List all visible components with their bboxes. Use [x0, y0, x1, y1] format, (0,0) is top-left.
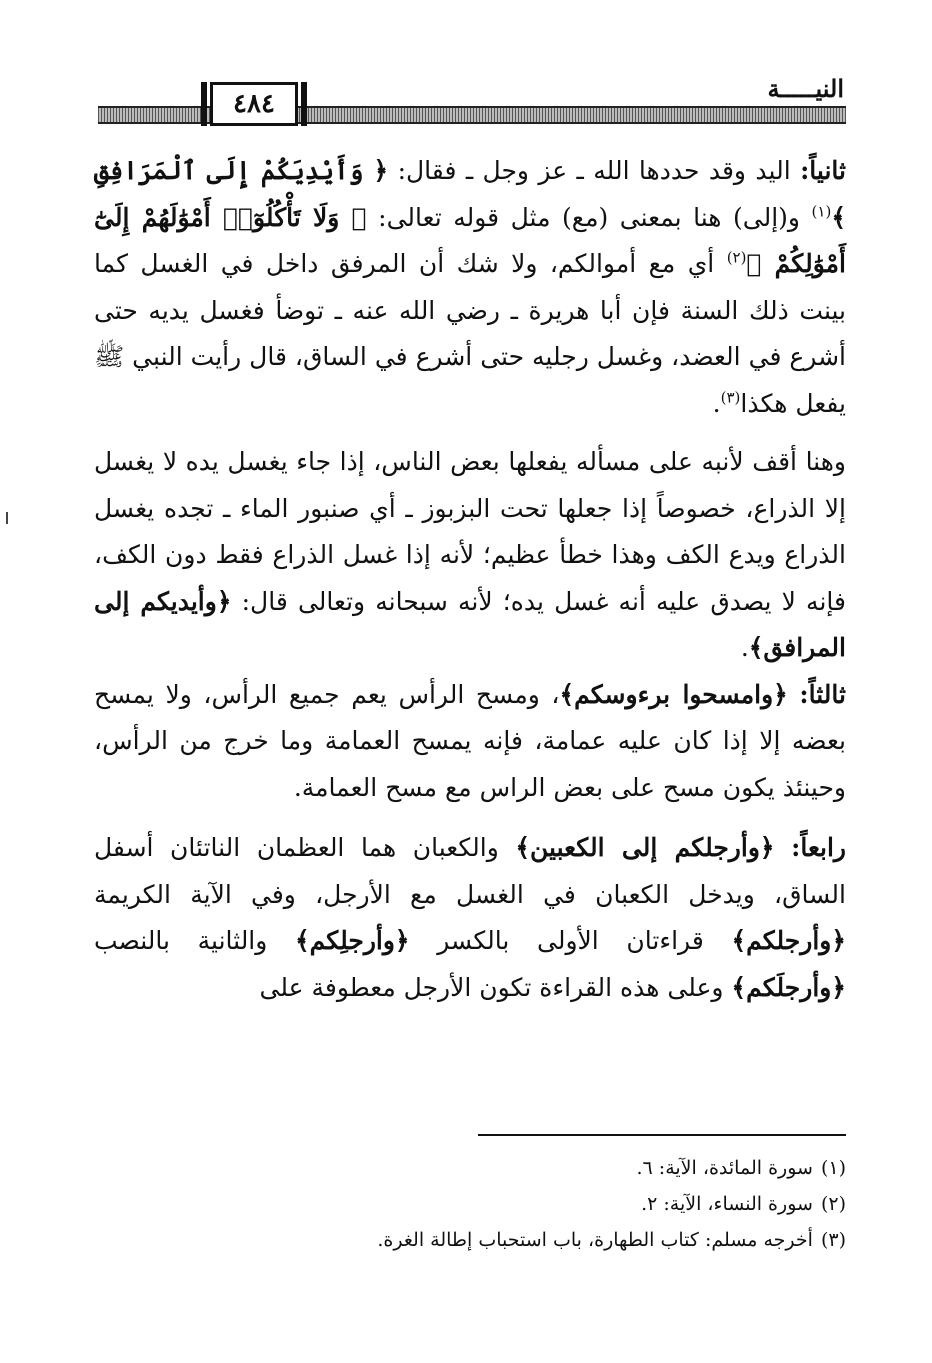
text-run: والكعبان هما العظمان الناتئان أسفل الساق، ويدخل الكعبان في الغسل مع الأرجل، وفي الآية الكريمة [94, 833, 846, 909]
text-run: ، ومسح الرأس يعم جميع الرأس، ولا يمسح بعضه إلا إذا كان عليه عمامة، فإنه يمسح العمامة وما خرج من الرأس، وحينئذ يكون مسح على بعض الراس مع مسح العمامة. [94, 679, 846, 802]
quran-quote: ﴿وامسحوا برءوسكم﴾ [559, 679, 788, 709]
footnote-reference: (٢) [726, 248, 747, 267]
paragraph [94, 439, 846, 672]
text-run: . [712, 388, 721, 418]
quran-quote: ﴿ وَأَيْدِيَكُمْ إِلَى ٱلْمَرَافِقِ ﴾ [94, 156, 846, 232]
paragraph [94, 672, 846, 812]
paragraph [94, 148, 846, 427]
text-run: قراءتان الأولى بالكسر [409, 926, 732, 955]
quran-quote: ﴿ وَلَا تَأْكُلُوٓا۟ أَمْوَٰلَهُمْ إِلَىٰٓ أَمْوَٰلِكُمْ ﴾ [94, 202, 846, 278]
scan-edge-mark [6, 512, 8, 524]
footnote [94, 1186, 846, 1222]
text-run: وهنا أقف لأنبه على مسأله يفعلها بعض الناس، إذا جاء يغسل يده لا يغسل إلا الذراع، خصوصاً إذا جعلها تحت البزبوز ـ أي صنبور الماء ـ تجده يغسل الذراع ويدع الكف وهذا خطأ عظيم؛ لأنه إذا غسل الذراع فقط دون الكف، فإنه لا يصدق عليه أنه غسل يده؛ لأنه سبحانه وتعالى قال: [94, 447, 846, 616]
footnote-separator [478, 1134, 846, 1136]
running-title: النيـــــة [767, 74, 844, 103]
text-run: . [740, 633, 749, 662]
body-text [94, 148, 846, 1011]
footnote [94, 1150, 846, 1186]
page-number: ٤٨٤ [210, 82, 298, 126]
footnote-number: (٣) [820, 1229, 846, 1251]
text-run: أي مع أموالكم، ولا شك أن المرفق داخل في الغسل كما بينت ذلك السنة فإن أبا هريرة ـ رضي الله عنه ـ توضأ فغسل يديه حتى أشرع في العضد، وغسل رجليه حتى أشرع في الساق، قال رأيت النبي ﷺ يفعل هكذا [94, 249, 846, 418]
footnote-text: سورة المائدة، الآية: ٦. [636, 1157, 813, 1179]
footnote-text: أخرجه مسلم: كتاب الطهارة، باب استحباب إطالة الغرة. [377, 1229, 813, 1251]
page-header [98, 70, 846, 126]
section-lead: ثانياً: [800, 156, 846, 185]
text-run [788, 680, 800, 709]
text-run: اليد وقد حددها الله ـ عز وجل ـ فقال: [388, 156, 801, 185]
text-run: وعلى هذه القراءة تكون الأرجل معطوفة على [259, 972, 732, 1002]
text-run: والثانية بالنصب [94, 926, 295, 955]
quran-quote: ﴿وأرجلكم﴾ [731, 926, 847, 955]
quran-quote: ﴿وأرجلكم إلى الكعبين﴾ [515, 833, 775, 862]
section-lead: ثالثاً: [799, 679, 847, 709]
footnote-reference: (٣) [720, 388, 741, 407]
text-run [775, 833, 792, 862]
quran-quote: ﴿وأرجلِكم﴾ [295, 926, 410, 955]
text-run: و(إلى) هنا بمعنى (مع) مثل قوله تعالى: [366, 202, 812, 232]
quran-quote: ﴿وأيديكم إلى المرافق﴾ [94, 586, 846, 662]
footnote [94, 1222, 846, 1258]
quran-quote: ﴿وأرجلَكم﴾ [731, 972, 846, 1002]
footnote-reference: (١) [811, 202, 832, 221]
section-lead: رابعاً: [791, 833, 847, 862]
footnote-number: (٢) [820, 1193, 846, 1215]
footnote-number: (١) [820, 1157, 846, 1179]
footnote-text: سورة النساء، الآية: ٢. [641, 1193, 813, 1215]
paragraph [94, 825, 846, 1011]
footnotes [94, 1150, 846, 1258]
